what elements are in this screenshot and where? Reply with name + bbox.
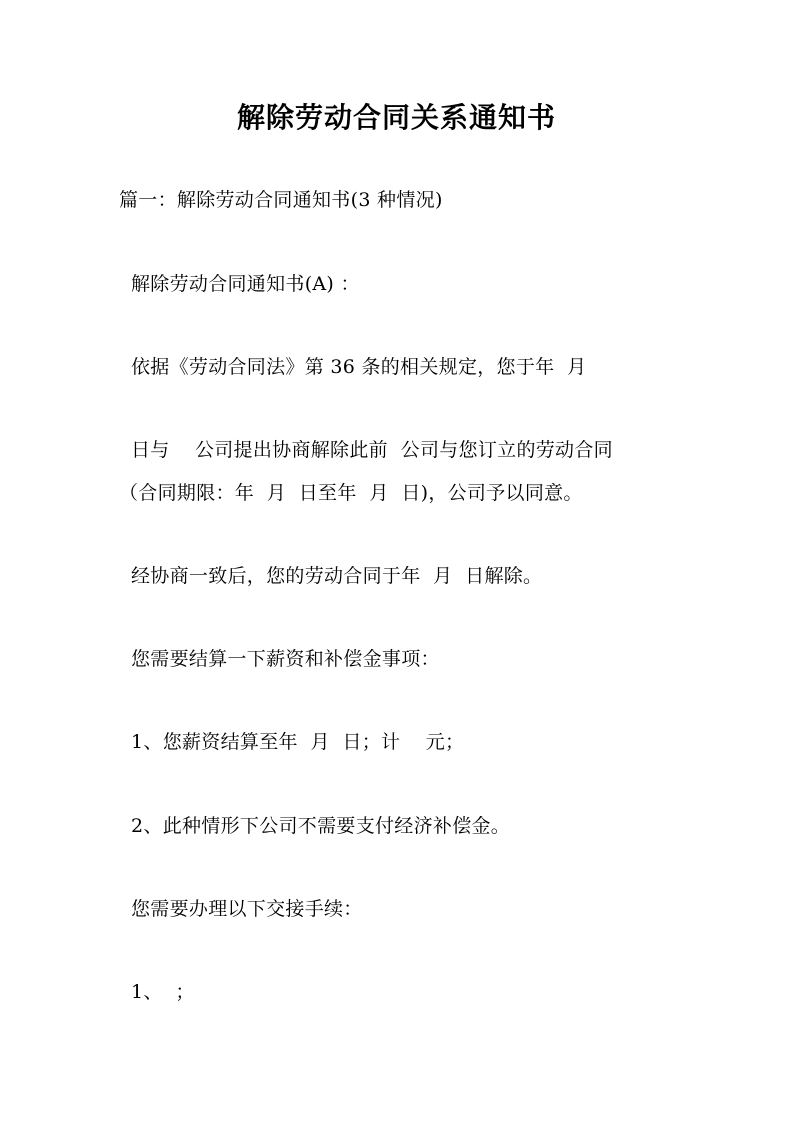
paragraph-agreement-line-1: 日与 公司提出协商解除此前 公司与您订立的劳动合同 xyxy=(131,439,613,461)
document-title: 解除劳动合同关系通知书 xyxy=(236,101,556,134)
notice-subheading: 解除劳动合同通知书(A) ： xyxy=(131,273,360,295)
list-item-compensation: 2、此种情形下公司不需要支付经济补偿金。 xyxy=(131,815,511,837)
paragraph-legal-basis: 依据《劳动合同法》第 36 条的相关规定，您于年 月 xyxy=(131,356,587,378)
section-heading: 篇一：解除劳动合同通知书(3 种情况) xyxy=(119,189,443,211)
list-item-salary: 1、您薪资结算至年 月 日；计 元； xyxy=(131,731,465,753)
list-item-handover-1: 1、 ； xyxy=(131,981,195,1003)
paragraph-handover-intro: 您需要办理以下交接手续： xyxy=(131,898,363,920)
paragraph-agreement-line-2: （合同期限：年 月 日至年 月 日)，公司予以同意。 xyxy=(119,482,583,504)
paragraph-settlement-intro: 您需要结算一下薪资和补偿金事项： xyxy=(131,648,440,670)
paragraph-termination-date: 经协商一致后，您的劳动合同于年 月 日解除。 xyxy=(131,565,543,587)
